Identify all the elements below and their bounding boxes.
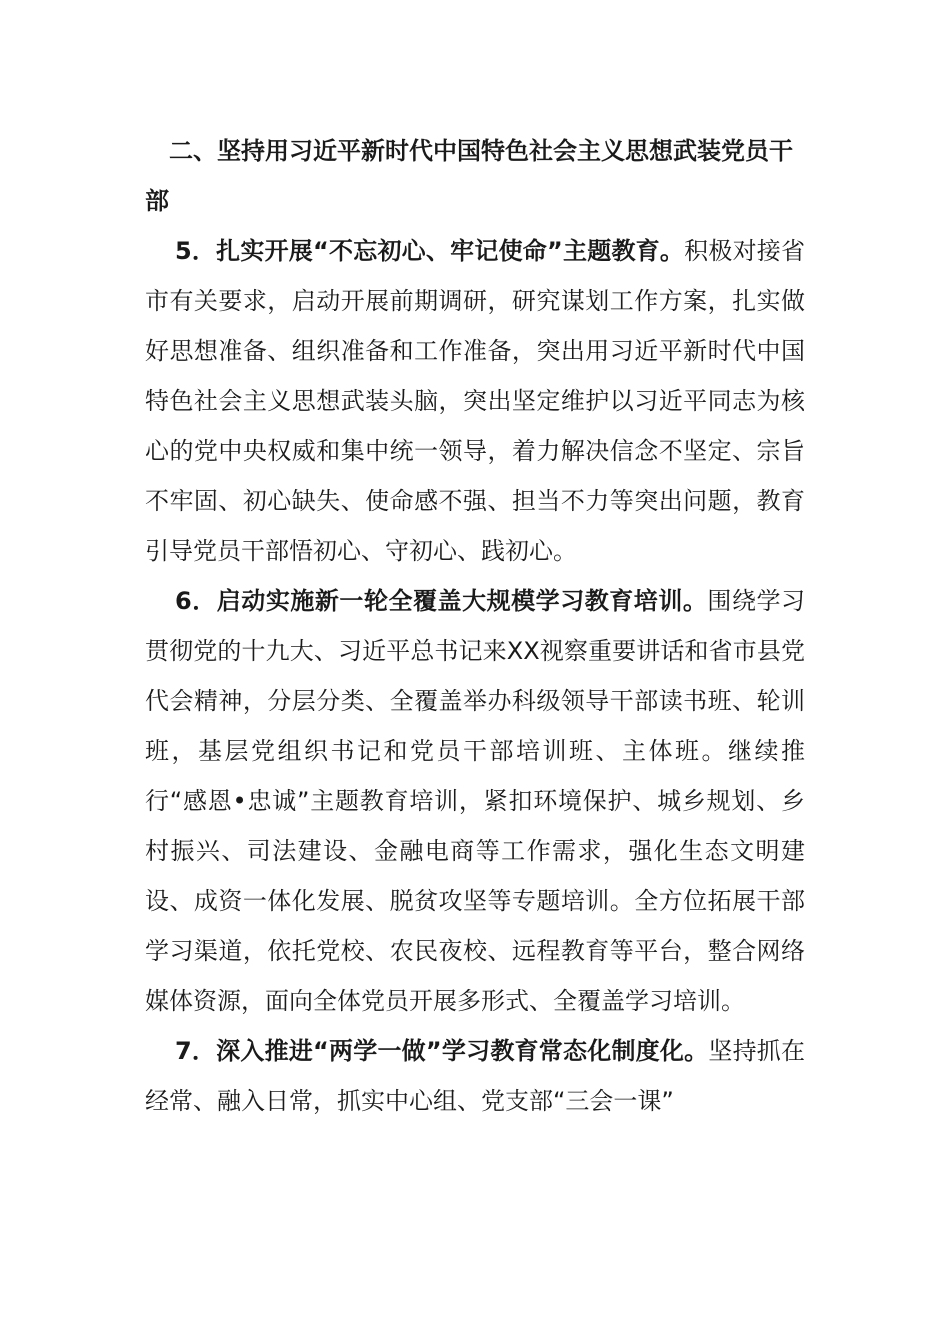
paragraph-lead: 6．启动实施新一轮全覆盖大规模学习教育培训。 <box>175 587 708 615</box>
paragraph-lead: 7．深入推进“两学一做”学习教育常态化制度化。 <box>175 1037 709 1065</box>
paragraph-body: 围绕学习贯彻党的十九大、习近平总书记来XX视察重要讲话和省市县党代会精神，分层分类、全覆盖举办科级领导干部读书班、轮训班，基层党组织书记和党员干部培训班、主体班。继续推行“感恩•忠诚”主题教育培训，紧扣环境保护、城乡规划、乡村振兴、司法建设、金融电商等工作需求，强化生态文明建设、成资一体化发展、脱贫攻坚等专题培训。全方位拓展干部学习渠道，依托党校、农民夜校、远程教育等平台，整合网络媒体资源，面向全体党员开展多形式、全覆盖学习培训。 <box>145 587 806 1015</box>
paragraph-body: 积极对接省市有关要求，启动开展前期调研，研究谋划工作方案，扎实做好思想准备、组织准备和工作准备，突出用习近平新时代中国特色社会主义思想武装头脑，突出坚定维护以习近平同志为核心的党中央权威和集中统一领导，着力解决信念不坚定、宗旨不牢固、初心缺失、使命感不强、担当不力等突出问题，教育引导党员干部悟初心、守初心、践初心。 <box>145 237 806 565</box>
section-heading: 二、坚持用习近平新时代中国特色社会主义思想武装党员干部 <box>145 137 793 215</box>
paragraph-body: 坚持抓在经常、融入日常，抓实中心组、党支部“三会一课” <box>145 1037 806 1115</box>
paragraph-item-6 <box>145 576 805 1026</box>
document-body <box>145 126 805 1126</box>
paragraph-item-7 <box>145 1026 805 1126</box>
paragraph-lead: 5．扎实开展“不忘初心、牢记使命”主题教育。 <box>175 237 685 265</box>
paragraph-item-5 <box>145 226 805 576</box>
